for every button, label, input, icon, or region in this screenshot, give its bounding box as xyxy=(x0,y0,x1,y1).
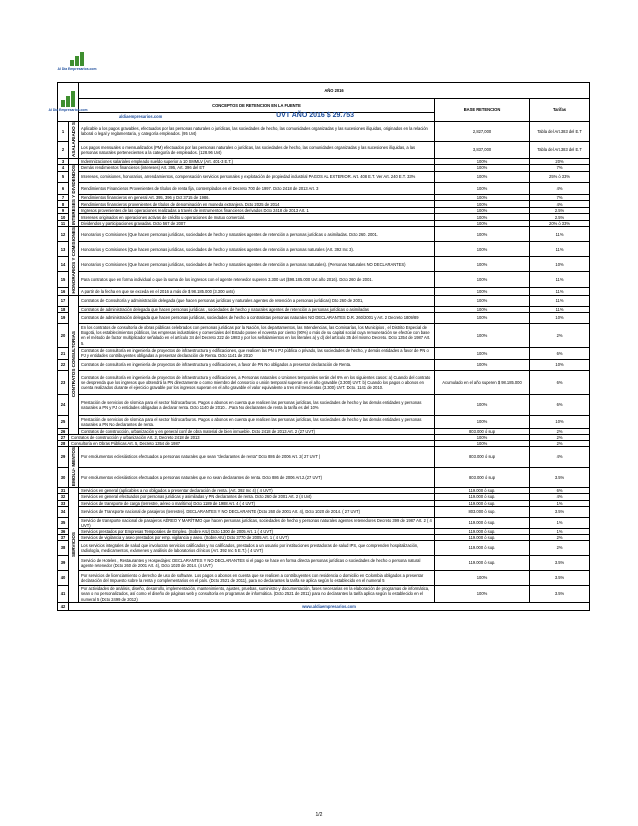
concept-text: Honorarios y Comisiones (Que hacen personas jurídicas, sociedades de hecho y naturales agentes de retención a personas naturales (Art. 392 Inc 3). xyxy=(79,242,435,257)
base-value: 100% xyxy=(435,312,530,323)
concept-text: Contratos de administración delegada que hacen personas jurídicas , sociedades de hecho y naturales agentes de retención a personas jurídicas o asimiladas xyxy=(79,306,435,312)
concept-text: Honorarios y Comisiones (Que hacen personas jurídicas, sociedades de hecho y naturales agentes de retención a personas naturales). (Personas Naturales NO DECLARANTES) xyxy=(79,257,435,272)
rate-value: 6% xyxy=(530,370,590,394)
rate-value: 10% xyxy=(530,257,590,272)
rate-value: Tabla del Art.383 del E.T xyxy=(530,122,590,142)
base-value: 100% xyxy=(435,323,530,347)
base-value: 100% xyxy=(435,570,530,585)
table-row xyxy=(58,394,590,415)
rate-value: 1% xyxy=(530,517,590,528)
row-number: 28 xyxy=(58,441,69,447)
row-number: 25 xyxy=(58,415,69,428)
base-value: 100% xyxy=(435,242,530,257)
year-title: AÑO 2016 xyxy=(79,83,590,99)
base-value: 100% xyxy=(435,165,530,171)
row-number: 9 xyxy=(58,207,69,213)
row-number: 39 xyxy=(58,555,69,570)
rate-value: 11% xyxy=(530,306,590,312)
base-header: BASE RETENCION xyxy=(435,99,530,122)
rate-value: 25% ó 33% xyxy=(530,171,590,183)
rate-value: 6% xyxy=(530,347,590,359)
table-row xyxy=(58,295,590,306)
row-number: 11 xyxy=(58,220,69,226)
concept-text: Contratos de administración delegada que hacen personas jurídicas, sociedades de hecho a contratistas personas naturales NO DECLARANTES D.R. 260/2001 y Art. 2 Decreto 1809/89 xyxy=(79,312,435,323)
concept-text: En los contratos de consultoría de obras públicas celebrados con personas jurídicas por la Nación, los departamentos, las Intendencias, las Comisarías, los Municipios , el Distrito Especial de Bogotá, los establecimientos públicos, las empresas industriales y comerciales del Estado posee el noventa por ciento (90%) o más de su capital social cuya remuneración se efectúe con base en el método de factor multiplicador señalado en el artículo 34 del Decreto 222 de 1983 y por los señalamientos en los literales a) y d) del artículo 35 del mismo Decreto. Dcto 1354 de 1987 Art. 5. xyxy=(79,323,435,347)
concept-text: Contratos de Consultoría y administración delegada (que hacen personas jurídicas y naturales agentes de retención a personas jurídicas) Dto 260 de 2001, xyxy=(79,295,435,306)
concept-text: Servicios de vigilancia y aseo prestados por emp. vigilancia y aseo. (Sobre AIU) Dcto 3770 de 2005 Art. 1 ( 4 UVT) xyxy=(79,534,435,540)
row-number: 10 xyxy=(58,214,69,220)
concept-text: Contratos de consultoría en ingeniería de proyectos de infraestructura y edificaciones, que realicen las PN o PJ pública o privado, las sociedades de hecho, y demás entidades a favor de PN o PJ y entidades contribuyentes obligadas a presentar declaración de Renta. Dcto 1141 de 2010 xyxy=(79,347,435,359)
base-value: 119.000 ó sup. xyxy=(435,500,530,506)
base-value: 100% xyxy=(435,306,530,312)
logo-icon xyxy=(61,91,75,107)
base-value: 119.000 ó sup. xyxy=(435,494,530,500)
table-row xyxy=(58,347,590,359)
rate-value: 4% xyxy=(530,494,590,500)
row-number: 18 xyxy=(58,306,69,312)
base-value: 100% xyxy=(435,227,530,242)
row-number: 23 xyxy=(58,370,69,394)
row-number: 12 xyxy=(58,227,69,242)
base-value: 100% xyxy=(435,201,530,207)
concept-text: Contratos de construcción, urbanización y en general conf de obra material de bien inmueble. Dcto 2418 de 2013 Art. 2 (27 UVT) xyxy=(79,428,435,434)
base-value: 100% xyxy=(435,214,530,220)
row-number: 13 xyxy=(58,242,69,257)
base-value: 100% xyxy=(435,441,530,447)
rate-value: 20% xyxy=(530,159,590,165)
base-value: 100% xyxy=(435,435,530,441)
table-row xyxy=(58,227,590,242)
table-row xyxy=(58,585,590,602)
site-uvt-cell xyxy=(79,113,435,122)
category-label: CONTRATOS CONSULTORIAS xyxy=(71,331,76,398)
base-value: 100% xyxy=(435,183,530,195)
row-number: 15 xyxy=(58,272,69,287)
rate-value: 11% xyxy=(530,295,590,306)
category-honorarios xyxy=(69,227,79,296)
base-value: 100% xyxy=(435,394,530,415)
logo-text: Al Día Empresarios.com xyxy=(57,67,97,71)
concept-text: Contratos de construcción y urbanización Art. 2, Decreto 2418 de 2013 xyxy=(69,435,435,441)
rate-value: 2% xyxy=(530,534,590,540)
concept-text: Para contratos que en forma individual o que la suma de los ingresos con el agente retenedor superen 3.300 uvt ($98.185.000 Uvt año 2016). Dcto 260 de 2001. xyxy=(79,272,435,287)
rate-value: 6% xyxy=(530,488,590,494)
table-row xyxy=(58,141,590,158)
concept-text: Rendimientos Financieros Provenientes de títulos de renta fija, contemplados en el Decreto 700 de 1997. Dcto 2418 de 2013 Art. 3 xyxy=(79,183,435,195)
base-value: 803.000 ó sup xyxy=(435,428,530,434)
concept-text: Los servicios integrales de salud que involucran servicios calificados y no calificados, prestados a un usuario por instituciones prestadoras de salud IPS, que comprenden hospitalización, radiología, medicamentos, exámenes y análisis de laboratorios clínicos (Art. 392 Inc 5 E.T.) ( 4 UVT) xyxy=(79,540,435,555)
concept-text: A partir de la fecha en que se exceda en el 2016 a más de $ 98.185.000 (3.300 uvts) xyxy=(79,287,435,295)
rate-value: 3.5% xyxy=(530,585,590,602)
table-row xyxy=(58,122,590,142)
row-number: 41 xyxy=(58,585,69,602)
table-row xyxy=(58,242,590,257)
base-value: 100% xyxy=(435,272,530,287)
rate-value: 3.5% xyxy=(530,467,590,488)
category-label: INTERESES Y DIVIDENDOS xyxy=(71,165,76,226)
page-number: 1/2 xyxy=(315,812,323,818)
top-logo xyxy=(57,52,97,71)
row-number: 40 xyxy=(58,570,69,585)
base-value: 100% xyxy=(435,220,530,226)
row-number: 5 xyxy=(58,171,69,183)
rate-value: 10% xyxy=(530,359,590,370)
base-value: 100% xyxy=(435,257,530,272)
table-row xyxy=(58,370,590,394)
row-number: 7 xyxy=(58,194,69,200)
concept-text: Aplicable a los pagos gravables, efectuados por las personas naturales o jurídicas, las sociedades de hecho, las comunidades organizadas y las sucesiones ilíquidas, originados en la relación laboral o legal y reglamentaria, y categoría empleados. (95 Uvt) xyxy=(79,122,435,142)
concept-text: Servicios prestados por Empresas Temporales de Empleo. (Sobre AIU) Dcto 1300 de 2005 Art. 1 ( 4 UVT) xyxy=(79,528,435,534)
rate-value: 7% xyxy=(530,165,590,171)
row-number: 36 xyxy=(58,528,69,534)
base-value: 100% xyxy=(435,359,530,370)
base-value: 3,837,000 xyxy=(435,141,530,158)
row-number: 29 xyxy=(58,447,69,468)
concept-text: Prestación de servicios de sísmica para el sector hidrocarburos. Pagos o abonos en cuenta que realicen las personas jurídicas, las sociedades de hecho y las demás entidades y personas naturales a PN No declarantes de renta. xyxy=(79,415,435,428)
category-servicios xyxy=(69,488,79,603)
row-number: 42 xyxy=(58,602,69,610)
row-number: 3 xyxy=(58,159,69,165)
rate-value: 3.5% xyxy=(530,555,590,570)
row-number: 21 xyxy=(58,347,69,359)
base-value: 100% xyxy=(435,159,530,165)
row-number: 27 xyxy=(58,435,69,441)
row-number: 16 xyxy=(58,287,69,295)
row-number: 37 xyxy=(58,534,69,540)
concept-text: Consultoría en Obras Públicas Art. 5, Decreto 1354 de 1987 xyxy=(69,441,435,447)
rate-value: 11% xyxy=(530,242,590,257)
rate-value: 7% xyxy=(530,194,590,200)
category-label: EMOLU- MENTOS xyxy=(71,447,76,487)
row-number: 32 xyxy=(58,494,69,500)
row-number: 2 xyxy=(58,141,69,158)
table-row xyxy=(58,570,590,585)
base-value: 803.000 ó sup xyxy=(435,447,530,468)
base-value: 119.000 ó sup. xyxy=(435,528,530,534)
base-value: Acumulado en el año superen $ 98.185.000 xyxy=(435,370,530,394)
rate-value: 2.5% xyxy=(530,207,590,213)
rate-value: 11% xyxy=(530,227,590,242)
row-number: 35 xyxy=(58,517,69,528)
table-row xyxy=(58,555,590,570)
header-logo xyxy=(48,83,88,122)
concept-text: Por actividades de análisis, diseño, desarrollo, implementación, mantenimiento, ajustes, pruebas, suministro y documentación, fases necesarias en la elaboración de programas de informática, sean o no personalizados, así como el diseño de páginas web y consultoría en programas de informática. (Dcto 2521 de 2011) para no declarantes la tarifa aplica según lo establecido en el numeral 5 (Dcto 2499 de 2012) xyxy=(79,585,435,602)
category-emolumentos xyxy=(69,447,79,488)
base-value: 119.000 ó sup. xyxy=(435,540,530,555)
document-title: CONCEPTOS DE RETENCION EN LA FUENTE xyxy=(79,99,435,113)
concept-text: Honorarios y Comisiones (Que hacen personas jurídicas, sociedades de hecho y naturales agentes de retención a personas jurídicas o asimiladas. Dcto 260. 2001. xyxy=(79,227,435,242)
concept-text: Por emolumentos eclesiásticos efectuados a personas naturales que no sean declarantes de renta. Dcto 886 de 2006 Art.2.(27 UVT) xyxy=(79,467,435,488)
category-contratos xyxy=(69,295,79,434)
table-row xyxy=(58,183,590,195)
category-intereses xyxy=(69,165,79,227)
concept-text: Servicios en general (aplicables a no obligados a presentar declaración de renta. (Art. 392 Inc 4) ( 4 UVT) xyxy=(79,488,435,494)
row-number: 31 xyxy=(58,488,69,494)
row-number: 34 xyxy=(58,506,69,517)
rate-value: 2.5% xyxy=(530,214,590,220)
rate-value: 11% xyxy=(530,272,590,287)
rate-value: 1% xyxy=(530,500,590,506)
concept-text: Rendimientos financieros provenientes de títulos de denominación en moneda extranjera. Dcto 2025 de 2014 xyxy=(79,201,435,207)
concept-text: Intereses, comisiones, honorarios, arrendamientos, compensación servicios personales y explotación de propiedad industrial PAGOS AL EXTERIOR. Art. 408 E.T. Ver Art. 240 E.T. 33% xyxy=(79,171,435,183)
rate-value: 2% xyxy=(530,441,590,447)
table-row xyxy=(58,506,590,517)
row-number: 24 xyxy=(58,394,69,415)
table-row xyxy=(58,312,590,323)
category-label: SERVICIOS xyxy=(71,532,76,558)
rate-value: 3.5% xyxy=(530,506,590,517)
rate-value: 4% xyxy=(530,447,590,468)
row-number: 1 xyxy=(58,122,69,142)
row-number: 26 xyxy=(58,428,69,434)
base-value: 100% xyxy=(435,287,530,295)
concept-text: Intereses originados en operaciones activas de crédito u operaciones de mutuo comercial. xyxy=(79,214,435,220)
row-number: 33 xyxy=(58,500,69,506)
base-value: 803.000 ó sup. xyxy=(435,506,530,517)
concept-text: Indemnizaciones salariales empleado sueldo superior a 10 SMMLV (Art. 401-3 E.T.) xyxy=(79,159,435,165)
table-row xyxy=(58,323,590,347)
concept-text: Demás rendimientos financieros (intereses) Art. 395, Art. 396 del ET xyxy=(79,165,435,171)
table-row xyxy=(58,467,590,488)
rate-value: 11% xyxy=(530,287,590,295)
concept-text: Contratos de consultoría en ingeniería de proyectos de infraestructura y edificaciones, a Personas naturales o Uniones temporales serán del 6% en los siguientes casos: a) Cuando del contrato se desprenda que los ingresos que obtendrá la PN directamente o como miembro del consorcio o unión temporal superan en el año gravable (3.300) UVT. b) Cuando los pagos o abonos en cuenta realizados durante el ejercicio gravable por los ingresos superan en el año gravable el valor equivalente a tres mil trescientas (3.300) UVT. Dcto. 1141 de 2010. xyxy=(79,370,435,394)
row-number: 14 xyxy=(58,257,69,272)
base-value: 100% xyxy=(435,171,530,183)
rate-value: 2% xyxy=(530,323,590,347)
logo-caption: Al Día Empresarios.com xyxy=(48,107,88,112)
base-value: 100% xyxy=(435,207,530,213)
concept-text: Servicios de transporte de carga (terrestre, aéreo o marítimo) Dcto 1189 de 1988 Art. 4 ( 4 UVT) xyxy=(79,500,435,506)
row-number: 30 xyxy=(58,467,69,488)
table-row xyxy=(58,359,590,370)
rate-value: 2% xyxy=(530,540,590,555)
base-value: 2,827,000 xyxy=(435,122,530,142)
rate-value: 2% xyxy=(530,435,590,441)
row-number: 38 xyxy=(58,540,69,555)
base-value: 100% xyxy=(435,295,530,306)
row-number: 22 xyxy=(58,359,69,370)
row-number: 8 xyxy=(58,201,69,207)
rate-value: 10% xyxy=(530,312,590,323)
concept-text: Dividendos y participaciones gravadas. Dcto 567 de 2007 xyxy=(79,220,435,226)
category-label: HONORARIOS Y COMISIONES xyxy=(71,227,76,294)
rate-value: 20% ó 33% xyxy=(530,220,590,226)
row-number: 17 xyxy=(58,295,69,306)
base-value: 119.000 ó sup. xyxy=(435,488,530,494)
rate-value: 2% xyxy=(530,428,590,434)
concept-text: Servicio de transporte nacional de pasajeros AÉREO Y MARÍTIMO que hacen personas jurídicas, sociedades de hecho y personas naturales agentes retenedores Decreto 399 de 1987 Art. 2 ( 4 UVT) xyxy=(79,517,435,528)
concept-text: Por emolumentos eclesiásticos efectuados a personas naturales que sean "declarantes de renta" Dcto 886 de 2006 Art. 2( 27 UVT ) xyxy=(79,447,435,468)
base-value: 100% xyxy=(435,415,530,428)
base-value: 100% xyxy=(435,347,530,359)
base-value: 119.000 ó sup. xyxy=(435,517,530,528)
table-row xyxy=(58,171,590,183)
base-value: 100% xyxy=(435,194,530,200)
retention-table xyxy=(48,82,590,611)
site-name: aldiaempresarios.com xyxy=(119,114,163,119)
rate-value: Tabla del Art.383 del E.T xyxy=(530,141,590,158)
row-number: 19 xyxy=(58,312,69,323)
concept-text: Rendimientos financieros en general Art. 395, 396 y Dct 3715 de 1986. xyxy=(79,194,435,200)
concept-text: Servicio de Hoteles , Restaurantes y Hospedajes: DECLARANTES Y NO DECLARANTES si el pago se hace en forma directa personas jurídicas o sociedades de hecho o persona natural agente retenedor (Dcto 260 de 2001 Art. 4), Dcto 1020 de 2014. (4 UVT) xyxy=(79,555,435,570)
rate-value: 6% xyxy=(530,394,590,415)
concept-text: Servicios en general efectuados por personas jurídicas y asimiladas y PN declarantes de renta. Dcto 260 de 2001 Art. 2 (4 Uvt) xyxy=(79,494,435,500)
concept-text: Contratos de consultoría en ingeniería de proyectos de infraestructura y edificaciones, a favor de PN No obligados a presentar declaración de Renta. xyxy=(79,359,435,370)
table-row xyxy=(58,415,590,428)
uvt-value: UVT AÑO 2016 $ 29.753 xyxy=(276,112,355,119)
concept-text: Los pagos mensuales o mensualizados (PM) efectuados por las personas naturales o jurídicas, las sociedades de hecho, las comunidades organizadas y las sucesiones ilíquidas, a las personas naturales pertenecientes a la categoría de empleados. (128.96 Uvt) xyxy=(79,141,435,158)
row-number: 4 xyxy=(58,165,69,171)
rate-value: 4% xyxy=(530,201,590,207)
table-row xyxy=(58,447,590,468)
row-number: 6 xyxy=(58,183,69,195)
base-value: 119.000 ó sup. xyxy=(435,555,530,570)
rate-value: 3.5% xyxy=(530,570,590,585)
retention-document xyxy=(48,82,589,611)
table-row xyxy=(58,272,590,287)
footer-site-link[interactable]: www.aldiaempresarios.com xyxy=(69,602,590,610)
rate-value: 1% xyxy=(530,528,590,534)
table-row xyxy=(58,287,590,295)
category-label: ASALARIADO S xyxy=(71,122,76,157)
row-number: 20 xyxy=(58,323,69,347)
rate-value: 4% xyxy=(530,183,590,195)
category-asalariados xyxy=(69,122,79,159)
concept-text: Servicios de Transporte nacional de pasajeros (terrestre). DECLARANTES Y NO DECLARANTE (Dcto 260 de 2001 Art. 4), Dcto 1020 de 2014. ( 27 UVT) xyxy=(79,506,435,517)
base-value: 119.000 ó sup. xyxy=(435,534,530,540)
table-row xyxy=(58,540,590,555)
concept-text: Prestación de servicios de sísmica para el sector hidrocarburos. Pagos o abonos en cuenta que realicen las personas jurídicas, las sociedades de hecho y las demás entidades y personas naturales a PN y PJ o entidades obligadas a declarar renta. Dcto 1140 de 2010.. .Para No declarantes de renta la tarifa es del 10% xyxy=(79,394,435,415)
rate-header: Tarifas xyxy=(530,99,590,122)
rate-value: 10% xyxy=(530,415,590,428)
base-value: 100% xyxy=(435,585,530,602)
logo-icon xyxy=(70,52,84,66)
footer-row xyxy=(58,602,590,610)
table-row xyxy=(58,517,590,528)
table-row xyxy=(58,257,590,272)
concept-text: Ingresos provenientes de las operaciones realizadas a través de instrumentos financieros derivados Dcto 2418 de 2013 Art. 1 xyxy=(79,207,435,213)
base-value: 803.000 ó sup xyxy=(435,467,530,488)
concept-text: Por servicios de licenciamiento o derecho de uso de software. Los pagos o abonos en cuenta que se realicen a contribuyentes con residencia o domicilio en Colombia obligados a presentar declaración del Impuesto sobre la renta y complementarios en el país. (Dcto 2521 de 2011), para no declarantes la tarifa se aplica según lo establecido en el numeral 5 xyxy=(79,570,435,585)
